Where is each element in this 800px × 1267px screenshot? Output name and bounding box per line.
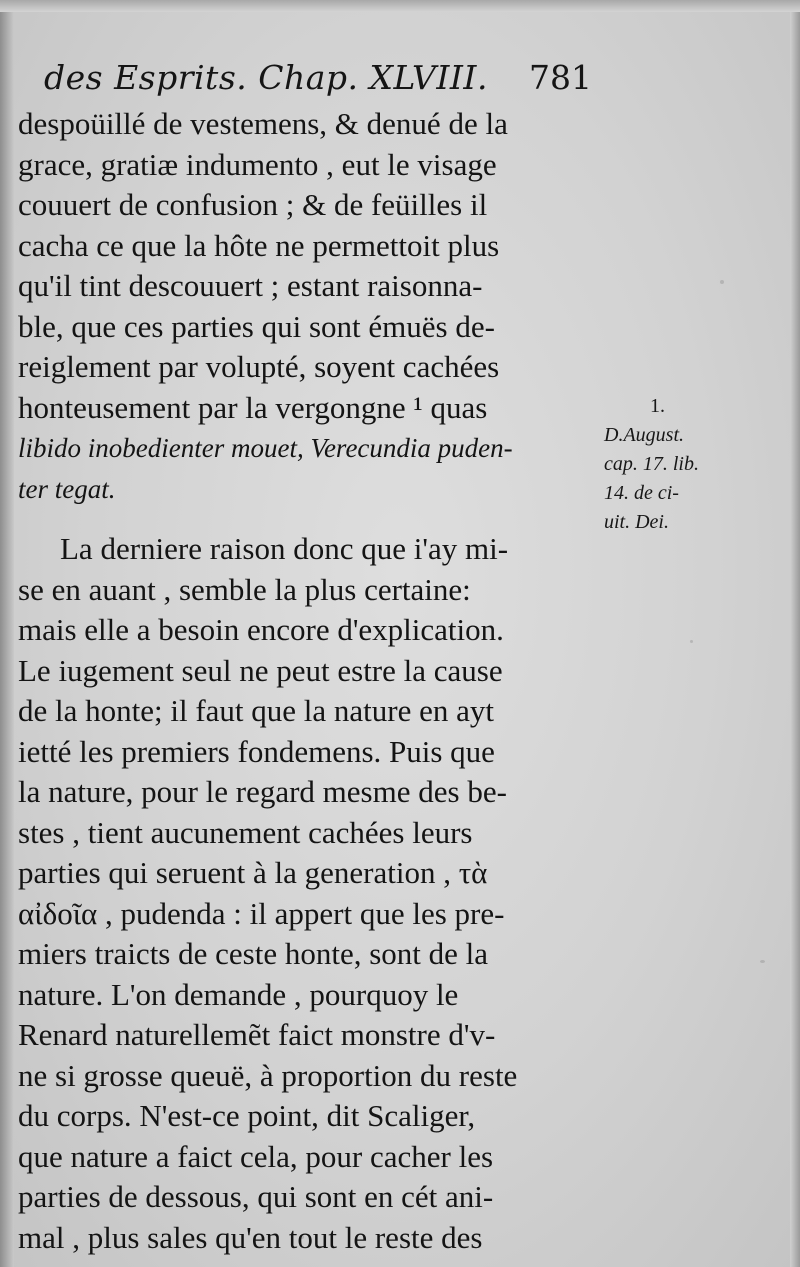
text-line: miers traicts de ceste honte, sont de la xyxy=(18,936,489,971)
page-number: 781 xyxy=(529,58,592,97)
text-line: parties de dessous, qui sont en cét ani- xyxy=(18,1179,494,1214)
text-line: que nature a faict cela, pour cacher les xyxy=(18,1138,494,1174)
text-line: reiglement par volupté, soyent cachées xyxy=(18,349,500,384)
text-line: grace, gratiæ indumento , eut le visage xyxy=(18,146,497,182)
page-edge-shadow-right xyxy=(790,0,800,1267)
citation-number: 1. xyxy=(650,395,665,417)
text-line: mais elle a besoin encore d'explication. xyxy=(18,612,504,647)
citation-line: D.August. xyxy=(604,424,684,446)
paper-speck xyxy=(720,280,724,284)
text-line: du corps. N'est-ce point, dit Scaliger, xyxy=(18,1098,476,1133)
text-line-latin-quote: libido inobedienter mouet, Verecundia puden- xyxy=(18,433,513,463)
paper-speck xyxy=(760,960,765,963)
citation-line: cap. 17. lib. xyxy=(604,453,699,475)
text-line: ble, que ces parties qui sont émuës de- xyxy=(18,308,495,344)
text-line: de la honte; il faut que la nature en ayt xyxy=(18,693,495,728)
paragraph-first-line: La derniere raison donc que i'ay mi- xyxy=(60,531,509,566)
page-edge-shadow-left xyxy=(0,0,14,1267)
paragraph-gap xyxy=(18,509,606,529)
text-line: nature. L'on demande , pourquoy le xyxy=(18,976,459,1012)
text-line: couuert de confusion ; & de feüilles il xyxy=(18,187,488,222)
text-line: ietté les premiers fondemens. Puis que xyxy=(18,733,495,769)
citation-line: uit. Dei. xyxy=(604,511,669,533)
text-line: cacha ce que la hôte ne permettoit plus xyxy=(18,227,500,263)
text-line: honteusement par la vergongne ¹ quas xyxy=(18,389,488,425)
text-line: mal , plus sales qu'en tout le reste des xyxy=(18,1219,483,1255)
text-line: la nature, pour le regard mesme des be- xyxy=(18,774,507,809)
running-title: des Esprits. Chap. XLVIII. xyxy=(44,58,488,97)
text-line: αἰδοῖα , pudenda : il appert que les pre- xyxy=(18,895,505,931)
citation-line: 14. de ci- xyxy=(604,482,679,504)
text-line: despoüillé de vestemens, & denué de la xyxy=(18,106,508,141)
body-text xyxy=(18,104,606,1258)
page-edge-shadow-top xyxy=(0,0,800,12)
text-line: stes , tient aucunement cachées leurs xyxy=(18,814,473,850)
text-line-latin-quote: ter tegat. xyxy=(18,473,116,504)
text-line: ne si grosse queuë, à proportion du reste xyxy=(18,1057,518,1093)
text-line: parties qui seruent à la generation , τὰ xyxy=(18,855,488,890)
text-line: qu'il tint descouuert ; estant raisonna- xyxy=(18,268,483,303)
text-line: Le iugement seul ne peut estre la cause xyxy=(18,652,503,688)
text-line: Renard naturellemẽt faict monstre d'v- xyxy=(18,1017,496,1052)
text-line: se en auant , semble la plus certaine: xyxy=(18,571,471,607)
margin-citation xyxy=(604,392,734,537)
paper-speck xyxy=(690,640,693,643)
running-header xyxy=(44,58,592,108)
